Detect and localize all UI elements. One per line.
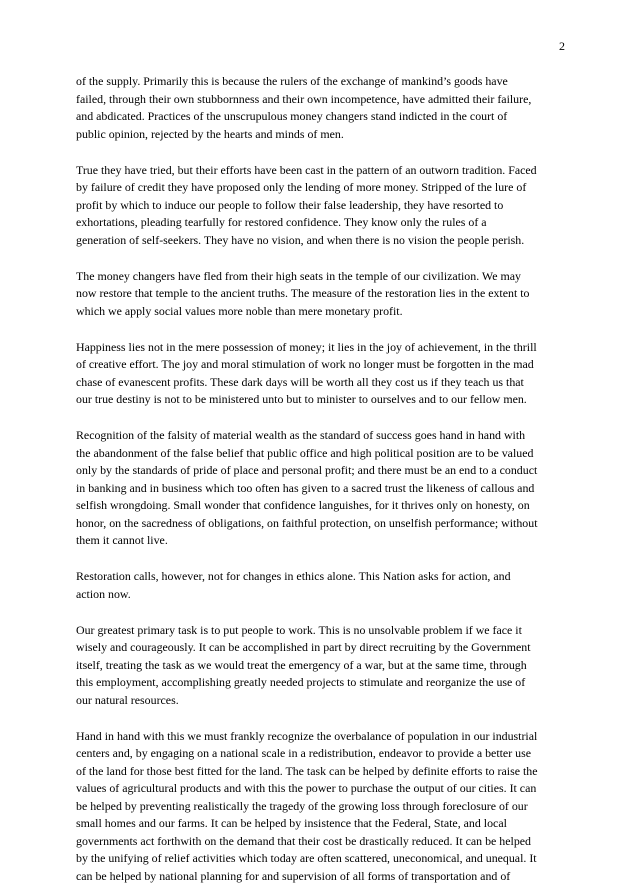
- text-line: Hand in hand with this we must frankly recognize the overbalance of population in our industrial: [76, 728, 564, 746]
- text-line: failed, through their own stubbornness and their own incompetence, have admitted their failure,: [76, 91, 564, 109]
- paragraph: [76, 568, 564, 603]
- paragraph: [76, 162, 564, 250]
- text-line: public opinion, rejected by the hearts and minds of men.: [76, 126, 564, 144]
- document-body: [76, 73, 564, 885]
- text-line: wisely and courageously. It can be accomplished in part by direct recruiting by the Government: [76, 639, 564, 657]
- text-line: by the unifying of relief activities which today are often scattered, uneconomical, and unequal. It: [76, 850, 564, 868]
- text-line: action now.: [76, 586, 564, 604]
- text-line: of creative effort. The joy and moral stimulation of work no longer must be forgotten in the mad: [76, 356, 564, 374]
- text-line: generation of self-seekers. They have no vision, and when there is no vision the people perish.: [76, 232, 564, 250]
- text-line: values of agricultural products and with this the power to purchase the output of our cities. It can: [76, 780, 564, 798]
- text-line: which we apply social values more noble than mere monetary profit.: [76, 303, 564, 321]
- text-line: of the supply. Primarily this is because the rulers of the exchange of mankind’s goods have: [76, 73, 564, 91]
- paragraph: [76, 268, 564, 321]
- text-line: centers and, by engaging on a national scale in a redistribution, endeavor to provide a better use: [76, 745, 564, 763]
- text-line: selfish wrongdoing. Small wonder that confidence languishes, for it thrives only on honesty, on: [76, 497, 564, 515]
- text-line: profit by which to induce our people to follow their false leadership, they have resorted to: [76, 197, 564, 215]
- text-line: in banking and in business which too often has given to a sacred trust the likeness of callous and: [76, 480, 564, 498]
- paragraph: [76, 728, 564, 885]
- paragraph: [76, 73, 564, 143]
- text-line: of the land for those best fitted for the land. The task can be helped by definite efforts to raise the: [76, 763, 564, 781]
- text-line: itself, treating the task as we would treat the emergency of a war, but at the same time, through: [76, 657, 564, 675]
- text-line: Happiness lies not in the mere possession of money; it lies in the joy of achievement, in the thrill: [76, 339, 564, 357]
- text-line: governments act forthwith on the demand that their cost be drastically reduced. It can be helped: [76, 833, 564, 851]
- text-line: exhortations, pleading tearfully for restored confidence. They know only the rules of a: [76, 214, 564, 232]
- text-line: our natural resources.: [76, 692, 564, 710]
- text-line: only by the standards of pride of place and personal profit; and there must be an end to a conduct: [76, 462, 564, 480]
- text-line: them it cannot live.: [76, 532, 564, 550]
- text-line: True they have tried, but their efforts have been cast in the pattern of an outworn tradition. Faced: [76, 162, 564, 180]
- text-line: small homes and our farms. It can be helped by insistence that the Federal, State, and local: [76, 815, 564, 833]
- text-line: The money changers have fled from their high seats in the temple of our civilization. We may: [76, 268, 564, 286]
- text-line: our true destiny is not to be ministered unto but to minister to ourselves and to our fellow men.: [76, 391, 564, 409]
- text-line: by failure of credit they have proposed only the lending of more money. Stripped of the lure of: [76, 179, 564, 197]
- paragraph: [76, 339, 564, 409]
- text-line: Recognition of the falsity of material wealth as the standard of success goes hand in hand with: [76, 427, 564, 445]
- text-line: now restore that temple to the ancient truths. The measure of the restoration lies in the extent to: [76, 285, 564, 303]
- text-line: honor, on the sacredness of obligations, on faithful protection, on unselfish performance; without: [76, 515, 564, 533]
- text-line: Our greatest primary task is to put people to work. This is no unsolvable problem if we face it: [76, 622, 564, 640]
- text-line: Restoration calls, however, not for changes in ethics alone. This Nation asks for action, and: [76, 568, 564, 586]
- text-line: chase of evanescent profits. These dark days will be worth all they cost us if they teach us that: [76, 374, 564, 392]
- text-line: the abandonment of the false belief that public office and high political position are to be valued: [76, 445, 564, 463]
- text-line: and abdicated. Practices of the unscrupulous money changers stand indicted in the court of: [76, 108, 564, 126]
- text-line: can be helped by national planning for and supervision of all forms of transportation and of: [76, 868, 564, 885]
- paragraph: [76, 427, 564, 550]
- text-line: be helped by preventing realistically the tragedy of the growing loss through foreclosure of our: [76, 798, 564, 816]
- text-line: this employment, accomplishing greatly needed projects to stimulate and reorganize the use of: [76, 674, 564, 692]
- page-number: 2: [559, 39, 565, 54]
- paragraph: [76, 622, 564, 710]
